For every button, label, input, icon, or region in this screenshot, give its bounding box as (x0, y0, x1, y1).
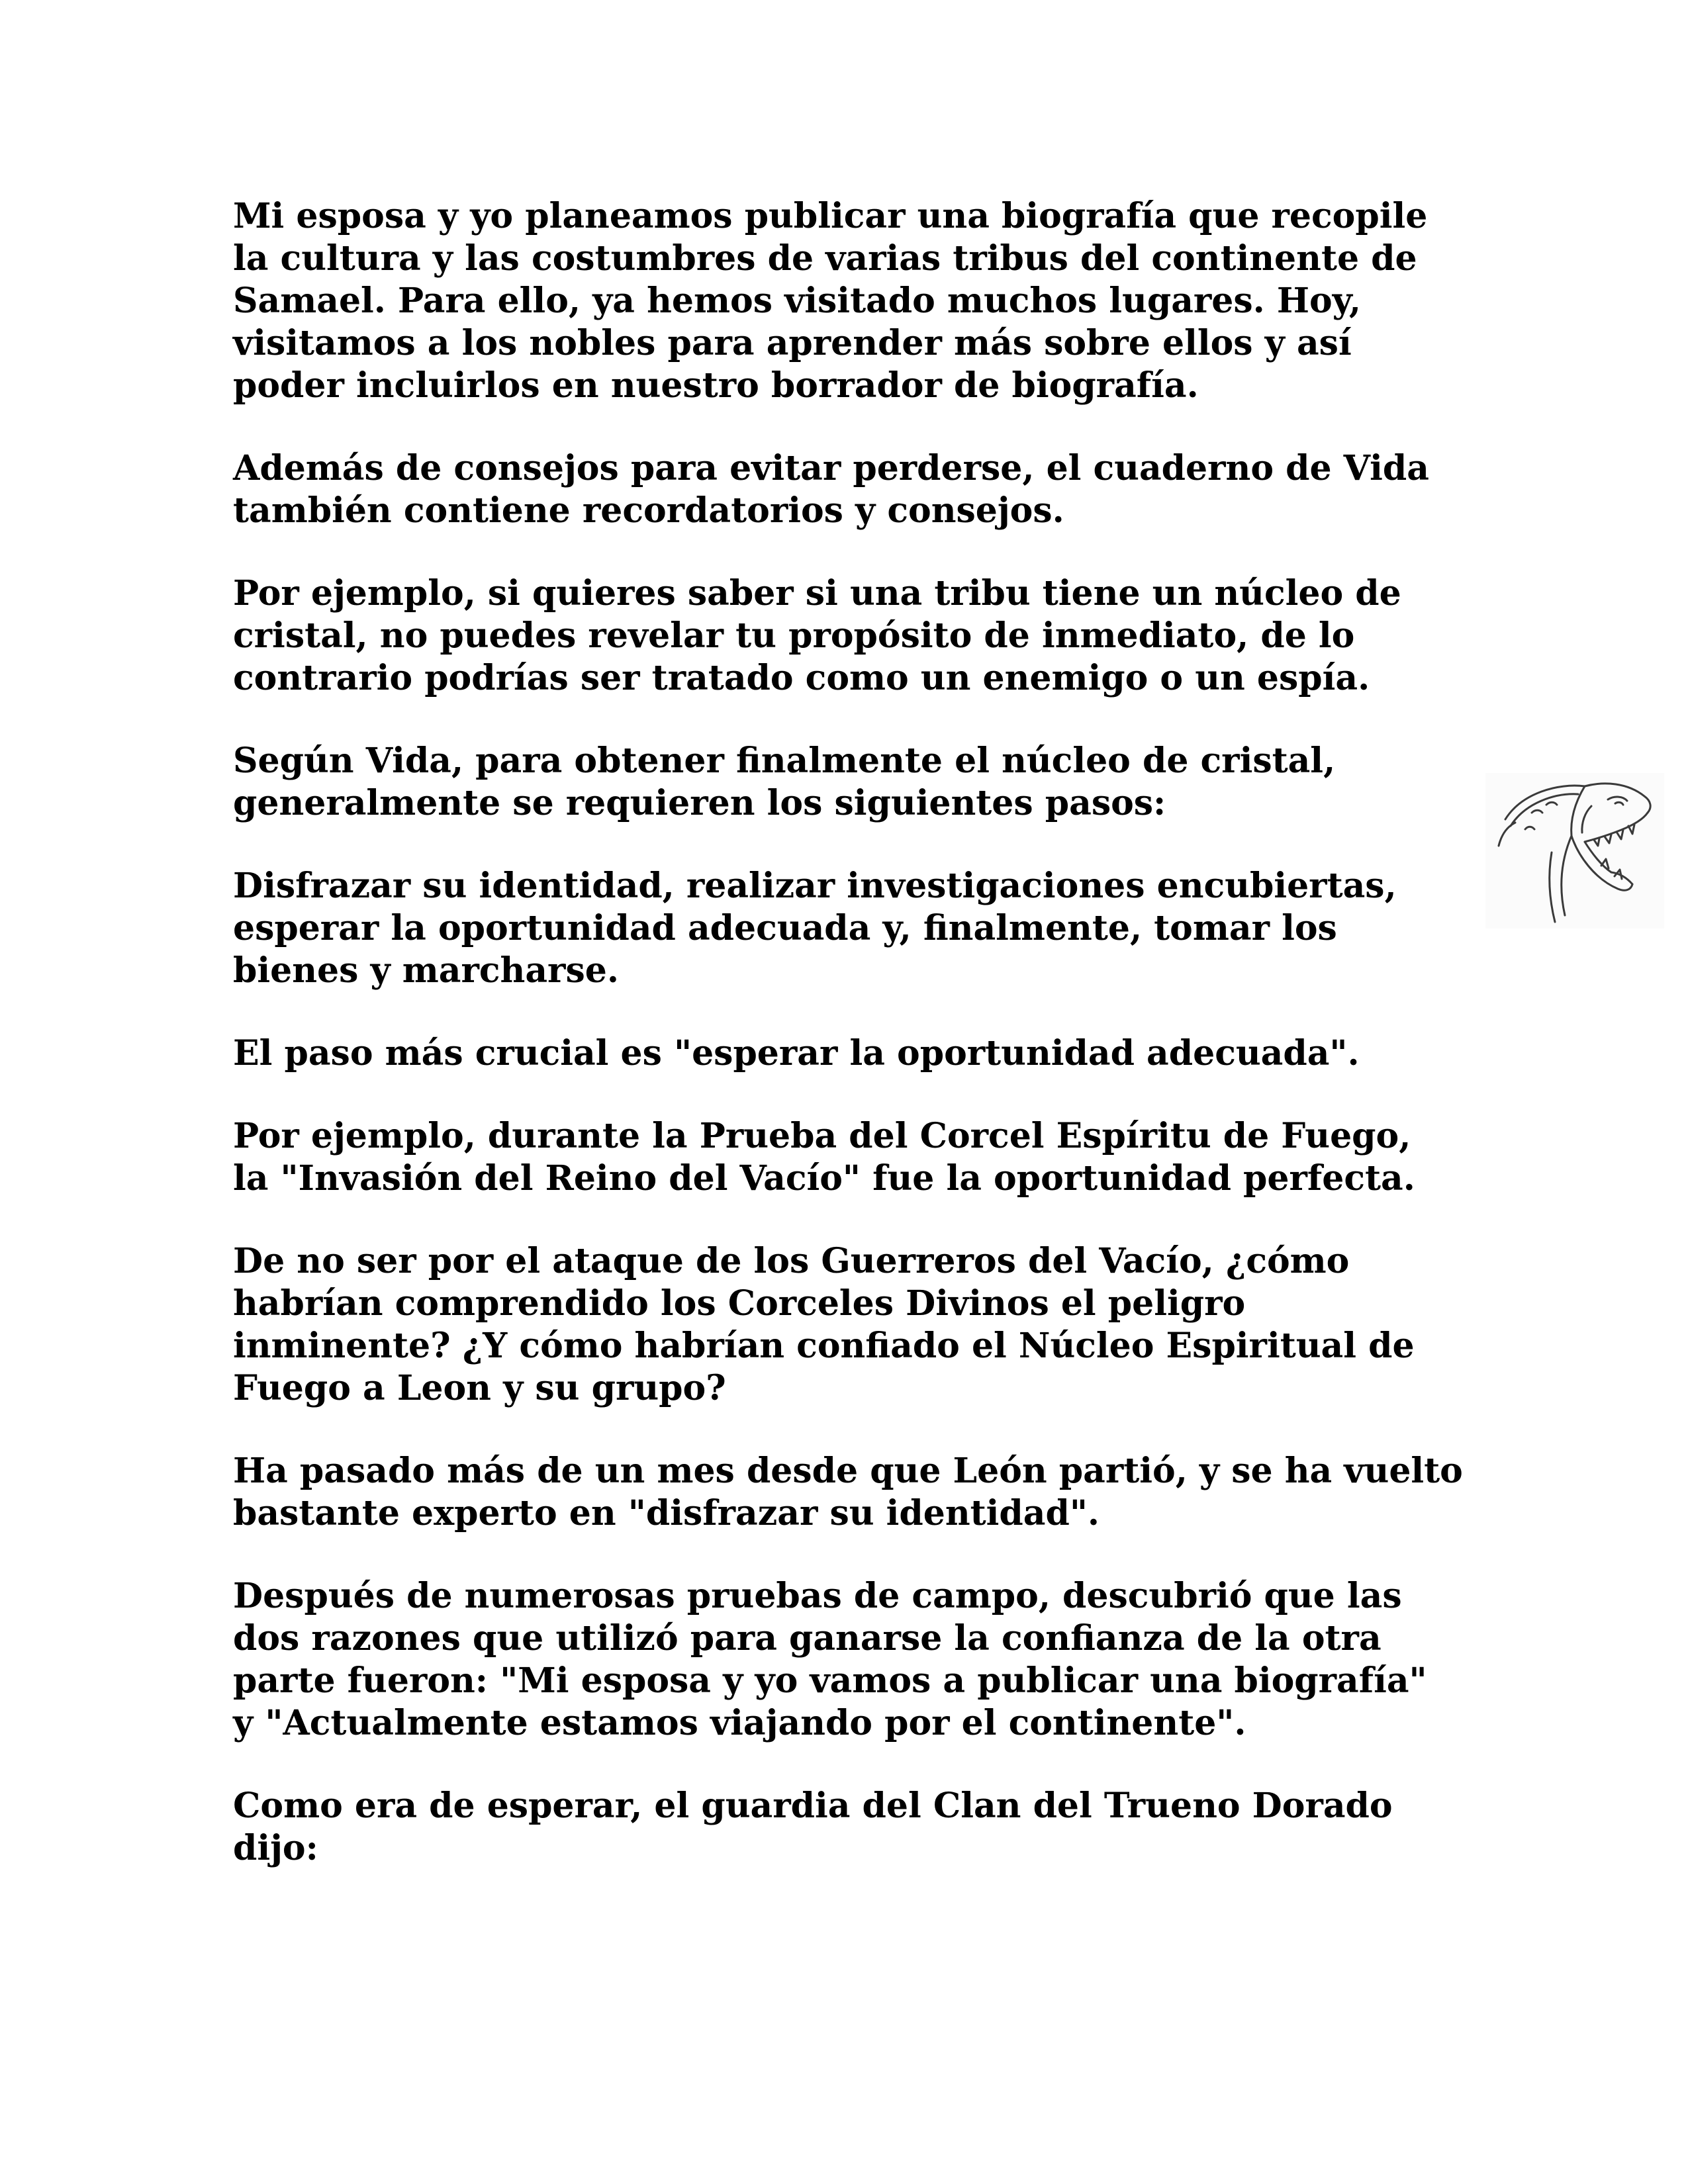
dinosaur-head-icon (1485, 773, 1664, 929)
paragraph-6: El paso más crucial es "esperar la oportunidad adecuada". (233, 1033, 1360, 1073)
paragraph-4: Según Vida, para obtener finalmente el núcleo de cristal, generalmente se requieren los siguientes pasos: (233, 741, 1336, 823)
paragraph-8: De no ser por el ataque de los Guerreros del Vacío, ¿cómo habrían comprendido los Corceles Divinos el peligro inminente? ¿Y cómo habrían confiado el Núcleo Espiritual de Fuego a Leon y su grupo? (233, 1241, 1415, 1408)
paragraph-9: Ha pasado más de un mes desde que León partió, y se ha vuelto bastante experto en "disfrazar su identidad". (233, 1451, 1463, 1533)
paragraph-5: Disfrazar su identidad, realizar investigaciones encubiertas, esperar la oportunidad adecuada y, finalmente, tomar los bienes y marcharse. (233, 866, 1397, 991)
paragraph-3: Por ejemplo, si quieres saber si una tribu tiene un núcleo de cristal, no puedes revelar tu propósito de inmediato, de lo contrario podrías ser tratado como un enemigo o un espía. (233, 573, 1401, 698)
paragraph-10: Después de numerosas pruebas de campo, descubrió que las dos razones que utilizó para ganarse la confianza de la otra parte fueron: "Mi esposa y yo vamos a publicar una biografía" y "Actualmente estamos viajando por el continente". (233, 1576, 1427, 1743)
document-body (233, 195, 1491, 1910)
paragraph-11: Como era de esperar, el guardia del Clan del Trueno Dorado dijo: (233, 1786, 1393, 1868)
paragraph-7: Por ejemplo, durante la Prueba del Corcel Espíritu de Fuego, la "Invasión del Reino del Vacío" fue la oportunidad perfecta. (233, 1116, 1415, 1199)
paragraph-1: Mi esposa y yo planeamos publicar una biografía que recopile la cultura y las costumbres de varias tribus del continente de Samael. Para ello, ya hemos visitado muchos lugares. Hoy, visitamos a los nobles para aprender más sobre ellos y así poder incluirlos en nuestro borrador de biografía. (233, 196, 1428, 406)
paragraph-2: Además de consejos para evitar perderse, el cuaderno de Vida también contiene recordatorios y consejos. (233, 448, 1429, 531)
